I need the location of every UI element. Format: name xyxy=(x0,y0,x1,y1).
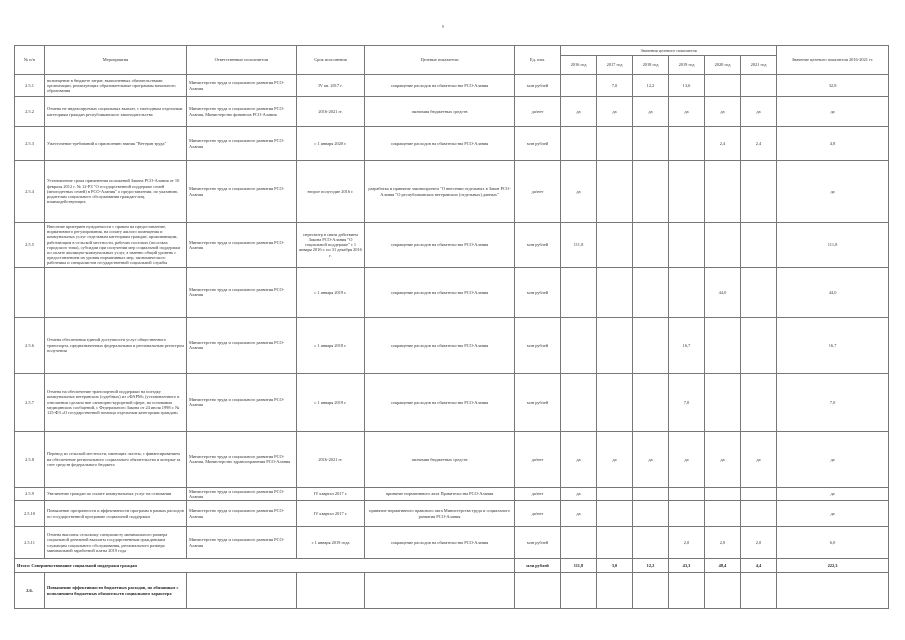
row-year-value xyxy=(741,501,777,527)
row-year-value: 16,7 xyxy=(669,317,705,373)
row-year-value: 111,8 xyxy=(561,223,597,268)
row-executor: Министерство труда и социального развития РСО-Алания xyxy=(187,527,297,559)
row-year-value xyxy=(633,223,669,268)
row-result: сокращение расходов на обязательства РСО-Алания xyxy=(365,527,515,559)
row-year-value xyxy=(561,527,597,559)
header-total: Значение целевого показателя 2016-2021 гг. xyxy=(777,46,889,75)
row-total: да xyxy=(777,97,889,127)
row-unit: да/нет xyxy=(515,501,561,527)
header-deadline: Срок исполнения xyxy=(297,46,365,75)
summary-value: 111,8 xyxy=(561,559,597,573)
row-deadline: пересмотр в связи действием Закона РСО-Алания "О социальной поддержке" с 1 января 2016 г. по 31 декабря 2016 г. xyxy=(297,223,365,268)
row-measure: Отмена выплаты сельскому специалисту минимального размера социальной денежной выплаты государственным гражданским служащим социального обслуживания, регионального размера минимальной заработной платы 2019 года xyxy=(45,527,187,559)
row-unit: да/нет xyxy=(515,487,561,500)
row-total: да xyxy=(777,487,889,500)
row-measure: Увеличение граждан по оплате коммунальных услуг на основании xyxy=(45,487,187,500)
header-year: 2021 год xyxy=(741,56,777,75)
row-unit: да/нет xyxy=(515,431,561,487)
row-num: 2.5.3 xyxy=(15,127,45,161)
row-year-value: 44,0 xyxy=(705,267,741,317)
row-measure: Внесение критериев нуждаемости с правом на предоставление, нормативного регулирования, на оплату жилого помещения и коммунальных услуг отдельным категориям граждан, проживающим, работающим в сельской местности, рабочих поселках (поселках городского типа), субсидии при получении мер социальной поддержки по оплате жилищно-коммунальных услуг, а именно общий уровень с предоставлением их уровня нормативных мер, экономического работника и специалистов государственной социальной службы xyxy=(45,223,187,268)
row-num: 2.5.4 xyxy=(15,161,45,223)
row-result: сокращение расходов на обязательства РСО-Алания xyxy=(365,317,515,373)
row-unit: млн рублей xyxy=(515,527,561,559)
row-year-value xyxy=(561,127,597,161)
row-total: 4,8 xyxy=(777,127,889,161)
header-unit: Ед. изм. xyxy=(515,46,561,75)
row-year-value: да xyxy=(705,431,741,487)
row-year-value: да xyxy=(561,431,597,487)
row-result: сокращение расходов на обязательства РСО-Алания xyxy=(365,223,515,268)
row-total: да xyxy=(777,501,889,527)
row-year-value xyxy=(669,501,705,527)
row-measure: возмещение в бюджете затрат, выполненных обязательствами организации, реализующих образовательные программы начального образования xyxy=(45,75,187,97)
row-year-value xyxy=(705,161,741,223)
row-year-value xyxy=(597,161,633,223)
row-year-value: 2,0 xyxy=(705,527,741,559)
row-year-value: 13,6 xyxy=(669,75,705,97)
row-num xyxy=(15,267,45,317)
row-year-value: да xyxy=(597,97,633,127)
row-year-value xyxy=(633,527,669,559)
row-executor: Министерство труда и социального развития РСО-Алания xyxy=(187,373,297,431)
section-num: 2.6. xyxy=(15,573,45,609)
row-result: принятие нормативного акта Правительства РСО-Алания xyxy=(365,487,515,500)
page-number: 9 xyxy=(442,24,444,29)
row-unit: млн рублей xyxy=(515,317,561,373)
row-deadline: 2016-2021 гг. xyxy=(297,431,365,487)
row-num: 2.5.7 xyxy=(15,373,45,431)
row-result: сокращение расходов на обязательства РСО-Алания xyxy=(365,75,515,97)
row-year-value xyxy=(669,487,705,500)
row-executor: Министерство труда и социального развития РСО-Алания xyxy=(187,161,297,223)
row-executor: Министерство труда и социального развития РСО-Алания xyxy=(187,267,297,317)
table-row xyxy=(15,487,889,500)
section-label: Повышение эффективности бюджетных расходов, по обязанным с исполнением бюджетных обязательств социального характера xyxy=(45,573,187,609)
row-year-value: 2,4 xyxy=(741,127,777,161)
row-year-value: 2,0 xyxy=(669,527,705,559)
row-num: 2.5.1 xyxy=(15,75,45,97)
row-total: 111,8 xyxy=(777,223,889,268)
row-measure: Отмена на обеспечение транспортной поддержки на поездку коммунальных ветеранских (судебных) из «ФАРМ» (установленного в отношении сделано вне санаторно-курортной сфере, на основании медицинских сообщений, с Федерального Закона от 24 июля 1998 г. № 125-ФЗ «О государственной помощи отдельным категориям граждан» xyxy=(45,373,187,431)
row-executor: Министерство труда и социального развития РСО-Алания xyxy=(187,75,297,97)
summary-value: 43,3 xyxy=(669,559,705,573)
table-row xyxy=(15,223,889,268)
row-year-value: 12,2 xyxy=(633,75,669,97)
row-year-value: да xyxy=(669,431,705,487)
row-unit: млн рублей xyxy=(515,373,561,431)
row-deadline: IV кв. 2017 г. xyxy=(297,75,365,97)
row-executor: Министерство труда и социального развития РСО-Алания xyxy=(187,127,297,161)
row-num: 2.5.6 xyxy=(15,317,45,373)
table-row xyxy=(15,373,889,431)
row-year-value xyxy=(597,373,633,431)
row-result: разработка и принятие законопроекта "О внесении отдельных в Закон РСО-Алания "О республиканских ветеранских (отдельных) данных" xyxy=(365,161,515,223)
row-year-value: да xyxy=(705,97,741,127)
row-unit: да/нет xyxy=(515,97,561,127)
header-values-group: Значения целевого показателя xyxy=(561,46,777,56)
row-deadline: с 1 января 2019 г. xyxy=(297,373,365,431)
row-year-value: да xyxy=(561,97,597,127)
row-result: сокращение расходов на обязательства РСО-Алания xyxy=(365,267,515,317)
row-executor: Министерство труда и социального развития РСО-Алания xyxy=(187,317,297,373)
row-year-value xyxy=(633,373,669,431)
row-num: 2.5.10 xyxy=(15,501,45,527)
row-unit: млн рублей xyxy=(515,127,561,161)
row-deadline: с 1 января 2019 г. xyxy=(297,267,365,317)
summary-value: 48,4 xyxy=(705,559,741,573)
row-year-value xyxy=(705,223,741,268)
row-measure xyxy=(45,267,187,317)
row-num: 2.5.8 xyxy=(15,431,45,487)
row-year-value: да xyxy=(633,97,669,127)
header-year: 2016 год xyxy=(561,56,597,75)
table-row xyxy=(15,161,889,223)
row-year-value xyxy=(669,267,705,317)
header-year: 2019 год xyxy=(669,56,705,75)
table-row xyxy=(15,431,889,487)
row-unit: млн рублей xyxy=(515,75,561,97)
row-executor: Министерство труда и социального развития РСО-Алания xyxy=(187,223,297,268)
row-result: экономия бюджетных средств xyxy=(365,97,515,127)
section-row xyxy=(15,573,889,609)
row-year-value xyxy=(669,161,705,223)
row-year-value xyxy=(597,527,633,559)
summary-value: 3,0 xyxy=(597,559,633,573)
row-year-value xyxy=(705,373,741,431)
row-year-value xyxy=(597,267,633,317)
row-year-value: да xyxy=(561,501,597,527)
row-year-value xyxy=(705,317,741,373)
row-num: 2.5.5 xyxy=(15,223,45,268)
row-year-value xyxy=(705,75,741,97)
measures-table xyxy=(14,45,889,609)
header-year: 2017 год xyxy=(597,56,633,75)
row-unit: да/нет xyxy=(515,161,561,223)
header-result: Целевые показатели xyxy=(365,46,515,75)
summary-value: 4,4 xyxy=(741,559,777,573)
row-year-value xyxy=(633,487,669,500)
row-num: 2.5.11 xyxy=(15,527,45,559)
row-deadline: IV квартал 2017 г. xyxy=(297,501,365,527)
row-total: 16,7 xyxy=(777,317,889,373)
row-year-value: 7,0 xyxy=(597,75,633,97)
row-year-value xyxy=(741,223,777,268)
row-num: 2.5.2 xyxy=(15,97,45,127)
row-year-value: да xyxy=(633,431,669,487)
row-result: сокращение расходов на обязательства РСО-Алания xyxy=(365,127,515,161)
table-row xyxy=(15,501,889,527)
summary-total: 222,3 xyxy=(777,559,889,573)
row-total: да xyxy=(777,431,889,487)
row-year-value xyxy=(561,75,597,97)
row-year-value: да xyxy=(741,97,777,127)
row-year-value: 2,0 xyxy=(741,527,777,559)
row-year-value xyxy=(561,373,597,431)
row-deadline: с 1 января 2018 г. xyxy=(297,317,365,373)
row-year-value xyxy=(597,127,633,161)
row-deadline: с 1 января 2020 г. xyxy=(297,127,365,161)
row-total: 6,0 xyxy=(777,527,889,559)
row-year-value xyxy=(597,317,633,373)
row-total: да xyxy=(777,161,889,223)
table-row xyxy=(15,127,889,161)
row-deadline: второе полугодие 2016 г. xyxy=(297,161,365,223)
row-measure: Отмена обеспечения единой доступности услуг общественного транспорта, предназначенных федеральными и региональным регистром получения xyxy=(45,317,187,373)
row-year-value: 7,0 xyxy=(669,373,705,431)
row-executor: Министерство труда и социального развития РСО-Алания xyxy=(187,501,297,527)
row-year-value xyxy=(561,317,597,373)
row-unit: млн рублей xyxy=(515,223,561,268)
header-year: 2018 год xyxy=(633,56,669,75)
row-year-value xyxy=(597,487,633,500)
row-year-value xyxy=(633,127,669,161)
header-num: № п/п xyxy=(15,46,45,75)
row-year-value xyxy=(669,127,705,161)
row-year-value xyxy=(705,501,741,527)
header-executor: Ответственные исполнители xyxy=(187,46,297,75)
row-result: принятие нормативного правового акта Министерства труда и социального развития РСО-Алания xyxy=(365,501,515,527)
table-row xyxy=(15,267,889,317)
row-executor: Министерство труда и социального развития РСО-Алания xyxy=(187,487,297,500)
row-measure: Перевод из сельской местности, имеющих льготы, с финансированием на обеспечение регионального социального обязательства и которые за счет средств федерального бюджета xyxy=(45,431,187,487)
row-year-value xyxy=(561,267,597,317)
row-year-value xyxy=(741,75,777,97)
row-year-value: да xyxy=(561,161,597,223)
row-measure: Установление срока применения положений Закона РСО-Алания от 10 февраля 2012 г. № 12-РЗ "О государственной поддержке семей (многодетных семей) в РСО-Алания" о предоставлении, по указанию, родителям социального обслуживания граждан-лиц, взаимодействующих xyxy=(45,161,187,223)
row-total: 7,0 xyxy=(777,373,889,431)
row-measure: Отмена не индексируемых социальных выплат, с ежегодным отдельным категориям граждан республиканского законодательства xyxy=(45,97,187,127)
row-num: 2.5.9 xyxy=(15,487,45,500)
summary-unit: млн рублей xyxy=(515,559,561,573)
row-year-value: да xyxy=(561,487,597,500)
row-deadline: IV квартал 2017 г. xyxy=(297,487,365,500)
row-total: 44,0 xyxy=(777,267,889,317)
row-executor: Министерство труда и социального развития РСО-Алания, Министерство здравоохранения РСО-Алания xyxy=(187,431,297,487)
row-year-value xyxy=(633,161,669,223)
summary-value: 12,2 xyxy=(633,559,669,573)
row-year-value xyxy=(741,267,777,317)
table-row xyxy=(15,317,889,373)
row-year-value xyxy=(741,161,777,223)
summary-row xyxy=(15,559,889,573)
row-deadline: 2016-2021 гг. xyxy=(297,97,365,127)
table-row xyxy=(15,97,889,127)
row-deadline: с 1 января 2019 года xyxy=(297,527,365,559)
row-measure: Повышение прозрачности и эффективности программ в рамках расходов по государственной программе социальной поддержки xyxy=(45,501,187,527)
row-year-value xyxy=(597,501,633,527)
row-year-value: да xyxy=(669,97,705,127)
table-row xyxy=(15,527,889,559)
row-year-value: да xyxy=(597,431,633,487)
row-executor: Министерство труда и социального развития РСО-Алания, Министерство финансов РСО-Алания xyxy=(187,97,297,127)
row-year-value xyxy=(669,223,705,268)
row-year-value xyxy=(741,317,777,373)
header-measure: Мероприятия xyxy=(45,46,187,75)
row-year-value xyxy=(633,267,669,317)
row-result: сокращение расходов на обязательства РСО-Алания xyxy=(365,373,515,431)
row-unit: млн рублей xyxy=(515,267,561,317)
row-result: экономия бюджетных средств xyxy=(365,431,515,487)
row-total: 32,8 xyxy=(777,75,889,97)
row-measure: Ужесточение требований к присвоению звания "Ветеран труда" xyxy=(45,127,187,161)
row-year-value xyxy=(741,487,777,500)
row-year-value: 2,4 xyxy=(705,127,741,161)
row-year-value: да xyxy=(741,431,777,487)
row-year-value xyxy=(597,223,633,268)
summary-label: Итого: Совершенствование социальной поддержки граждан xyxy=(15,559,515,573)
row-year-value xyxy=(633,501,669,527)
header-year: 2020 год xyxy=(705,56,741,75)
table-row xyxy=(15,75,889,97)
row-year-value xyxy=(705,487,741,500)
row-year-value xyxy=(633,317,669,373)
row-year-value xyxy=(741,373,777,431)
